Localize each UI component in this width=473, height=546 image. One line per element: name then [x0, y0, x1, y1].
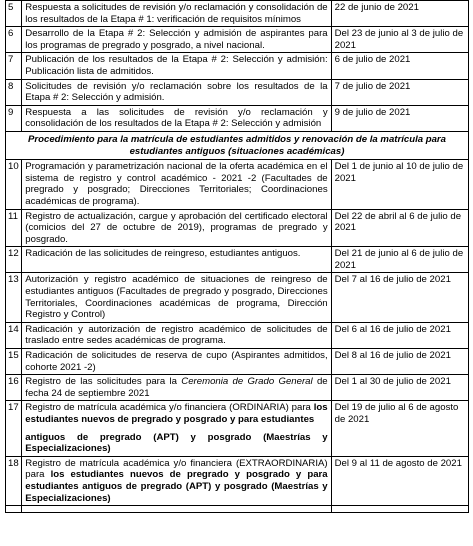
section-header: Procedimiento para la matrícula de estudiantes admitidos y renovación de la matrícula para estudiantes antiguos (situaciones académicas) [6, 131, 469, 159]
table-row [6, 506, 469, 513]
table-row [6, 322, 469, 348]
table-row [6, 160, 469, 209]
table-row [6, 27, 469, 53]
row-number: 5 [6, 1, 22, 27]
calendar-document [5, 0, 469, 513]
section-header-row [6, 131, 469, 159]
row-number: 9 [6, 105, 22, 131]
row-description: Radicación de solicitudes de reserva de cupo (Aspirantes admitidos, cohorte 2021 -2) [22, 349, 331, 375]
row-date: Del 23 de junio al 3 de julio de 2021 [331, 27, 468, 53]
row-date: Del 22 de abril al 6 de julio de 2021 [331, 209, 468, 247]
row-date [331, 506, 468, 513]
row-description: Respuesta a las solicitudes de revisión y/o reclamación y consolidación de los resultados de la Etapa # 2: Selección y admisión [22, 105, 331, 131]
row-date: 7 de julio de 2021 [331, 79, 468, 105]
ceremony-name: Ceremonia de Grado General [181, 376, 313, 388]
row-description: Publicación de los resultados de la Etapa # 2: Selección y admisión: Publicación lista de admitidos. [22, 53, 331, 79]
row-number: 13 [6, 273, 22, 322]
row-date: 22 de junio de 2021 [331, 1, 468, 27]
calendar-table [5, 0, 469, 513]
table-row [6, 375, 469, 401]
row-date: Del 9 al 11 de agosto de 2021 [331, 456, 468, 505]
table-row [6, 79, 469, 105]
table-row [6, 401, 469, 456]
row-description: Registro de matrícula académica y/o financiera (EXTRAORDINARIA) para los estudiantes nuevos de pregrado y posgrado y para estudiantes antiguos de pregrado (APT) y posgrado (Maestrías y Especializaciones) [22, 456, 331, 505]
row-date: Del 6 al 16 de julio de 2021 [331, 322, 468, 348]
row-description: Radicación y autorización de registro académico de solicitudes de traslado entre sedes académicas de programa. [22, 322, 331, 348]
row-description: Desarrollo de la Etapa # 2: Selección y admisión de aspirantes para los programas de pregrado y posgrado, a nivel nacional. [22, 27, 331, 53]
table-row [6, 105, 469, 131]
row-date: 9 de julio de 2021 [331, 105, 468, 131]
row-description: Registro de matrícula académica y/o financiera (ORDINARIA) para los estudiantes nuevos de pregrado y posgrado y para estudiantes antiguos de pregrado (APT) y posgrado (Maestrías y Especializaciones) [22, 401, 331, 456]
row-number: 14 [6, 322, 22, 348]
row-date: Del 1 al 30 de julio de 2021 [331, 375, 468, 401]
row-description: Autorización y registro académico de situaciones de reingreso de estudiantes antiguos (Facultades de pregrado y posgrado, Direcciones Territoriales, Coordinaciones académicas de programa, Dirección Registro y Control) [22, 273, 331, 322]
table-row [6, 349, 469, 375]
row-number: 8 [6, 79, 22, 105]
table-row [6, 1, 469, 27]
table-row [6, 273, 469, 322]
table-row [6, 456, 469, 505]
row-number: 6 [6, 27, 22, 53]
row-number [6, 506, 22, 513]
row-date: Del 7 al 16 de julio de 2021 [331, 273, 468, 322]
table-row [6, 209, 469, 247]
row-description [22, 506, 331, 513]
row-number: 17 [6, 401, 22, 456]
row-description: Solicitudes de revisión y/o reclamación sobre los resultados de la Etapa # 2: Selección y admisión. [22, 79, 331, 105]
row-date: Del 19 de julio al 6 de agosto de 2021 [331, 401, 468, 456]
row-number: 7 [6, 53, 22, 79]
row-date: Del 8 al 16 de julio de 2021 [331, 349, 468, 375]
row-number: 18 [6, 456, 22, 505]
row-description: Registro de las solicitudes para la Ceremonia de Grado General de fecha 24 de septiembre 2021 [22, 375, 331, 401]
table-row [6, 247, 469, 273]
table-row [6, 53, 469, 79]
row-date: 6 de julio de 2021 [331, 53, 468, 79]
row-number: 16 [6, 375, 22, 401]
row-number: 11 [6, 209, 22, 247]
row-description: Radicación de las solicitudes de reingreso, estudiantes antiguos. [22, 247, 331, 273]
row-date: Del 1 de junio al 10 de julio de 2021 [331, 160, 468, 209]
row-number: 12 [6, 247, 22, 273]
row-number: 15 [6, 349, 22, 375]
row-description: Respuesta a solicitudes de revisión y/o reclamación y consolidación de los resultados de la Etapa # 1: verificación de requisitos mínimos [22, 1, 331, 27]
row-description: Registro de actualización, cargue y aprobación del certificado electoral (comicios del 27 de octubre de 2019), programas de pregrado y posgrado. [22, 209, 331, 247]
row-number: 10 [6, 160, 22, 209]
row-date: Del 21 de junio al 6 de julio de 2021 [331, 247, 468, 273]
row-description: Programación y parametrización nacional de la oferta académica en el sistema de registro y control académico - 2021 -2 (Facultades de pregrado y posgrado; Direcciones Territoriales; Coordinaciones académicas de programa). [22, 160, 331, 209]
